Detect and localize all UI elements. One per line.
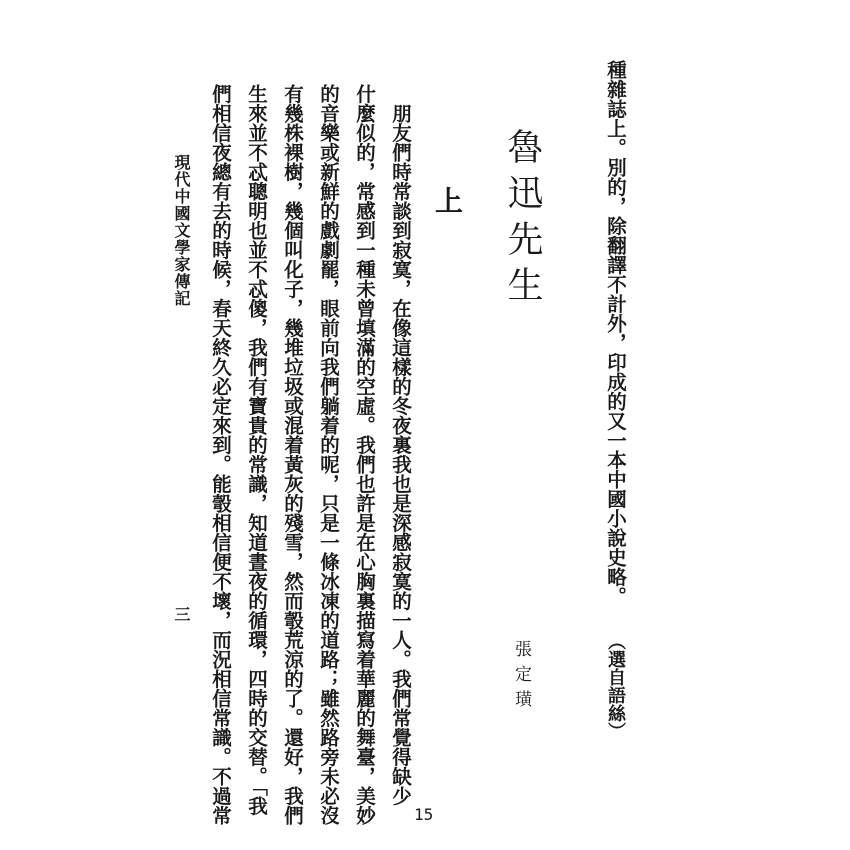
running-footer-book-title: 現代中國文學家傳記 [172, 154, 191, 307]
source-note: （選自語絲） [605, 632, 626, 740]
article-title: 魯迅先生 [502, 128, 543, 312]
author-name: 張定璜 [511, 640, 531, 715]
body-column: 的音樂或新鮮的戲劇罷，眼前向我們躺着的呢，只是一條冰凍的道路；雖然路旁未必沒 [317, 84, 340, 825]
part-label: 上 [431, 186, 464, 214]
previous-article-ending: 種雜誌上。別的，除翻譯不計外，印成的又一本中國小說史略。 [604, 60, 627, 606]
body-column: 什麼似的，常感到一種未曾填滿的空虛。我們也許是在心胸裏描寫着華麗的舞臺，美妙 [353, 84, 376, 825]
section-page-number: 三 [172, 606, 191, 622]
body-column: 朋友們時常談到寂寞，在像這樣的冬夜裏我也是深感寂寞的一人。我們常覺得缺少 [389, 84, 412, 806]
body-column: 有幾株裸樹，幾個叫化子，幾堆垃圾或混着黃灰的殘雪，然而彀荒涼的了。還好，我們 [281, 84, 304, 825]
page-number: 15 [414, 805, 434, 824]
body-column: 生來並不忒聰明也並不忒傻，我們有寶貴的常識，知道晝夜的循環，四時的交替。「我 [245, 84, 268, 816]
body-column: 們相信夜總有去的時候，春天終久必定來到。能彀相信便不壞，而況相信常識。不過常 [209, 84, 232, 825]
